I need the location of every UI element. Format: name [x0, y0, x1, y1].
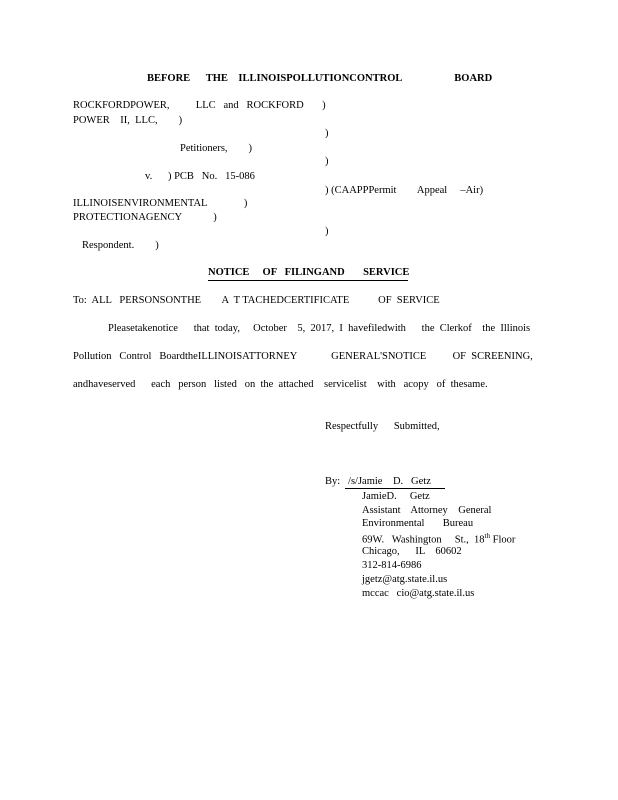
- to-line: To: ALL PERSONSONTHE A T TACHEDCERTIFICATE OF SERVICE: [73, 295, 440, 306]
- caption-paren-2: ): [325, 156, 329, 167]
- address-city: Chicago, IL 60602: [362, 546, 462, 557]
- respondent-line-1: ILLINOISENVIRONMENTAL ): [73, 198, 248, 209]
- versus-case-number: v. ) PCB No. 15-086: [145, 171, 255, 182]
- petitioner-line-2: POWER II, LLC, ): [73, 115, 183, 126]
- case-type: ) (CAAPPPermit Appeal –Air): [325, 185, 484, 196]
- notice-title-underline: [208, 280, 408, 281]
- address-street-text: 69W. Washington St., 18: [362, 534, 485, 546]
- signer-name: JamieD. Getz: [362, 491, 430, 502]
- notice-title: NOTICE OF FILINGAND SERVICE: [208, 267, 410, 278]
- email-2: mccac cio@atg.state.il.us: [362, 588, 475, 599]
- email-1: jgetz@atg.state.il.us: [362, 574, 448, 585]
- closing: Respectfully Submitted,: [325, 421, 440, 432]
- respondent-label: Respondent. ): [82, 240, 159, 251]
- body-line-1: Pleasetakenotice that today, October 5, 2017, I havefiledwith the Clerkof the Illinois: [108, 323, 531, 334]
- signer-bureau: Environmental Bureau: [362, 518, 474, 529]
- phone: 312-814-6986: [362, 560, 422, 571]
- address-street: [362, 533, 515, 546]
- caption-paren-3: ): [325, 226, 329, 237]
- floor-label: Floor: [492, 534, 516, 546]
- body-line-3: andhaveserved each person listed on the attached servicelist with acopy of thesame.: [73, 379, 488, 390]
- signature-by-line: By: /s/Jamie D. Getz: [325, 476, 431, 487]
- board-header: BEFORE THE ILLINOISPOLLUTIONCONTROL BOARD: [147, 73, 493, 84]
- signer-title: Assistant Attorney General: [362, 505, 492, 516]
- floor-superscript: th: [484, 532, 490, 540]
- petitioners-label: Petitioners, ): [180, 143, 253, 154]
- caption-paren-1: ): [325, 128, 329, 139]
- respondent-line-2: PROTECTIONAGENCY ): [73, 212, 217, 223]
- petitioner-line-1: ROCKFORDPOWER, LLC and ROCKFORD ): [73, 100, 326, 111]
- signature-underline: [345, 488, 445, 489]
- body-line-2: Pollution Control BoardtheILLINOISATTORNEY GENERAL'SNOTICE OF SCREENING,: [73, 351, 533, 362]
